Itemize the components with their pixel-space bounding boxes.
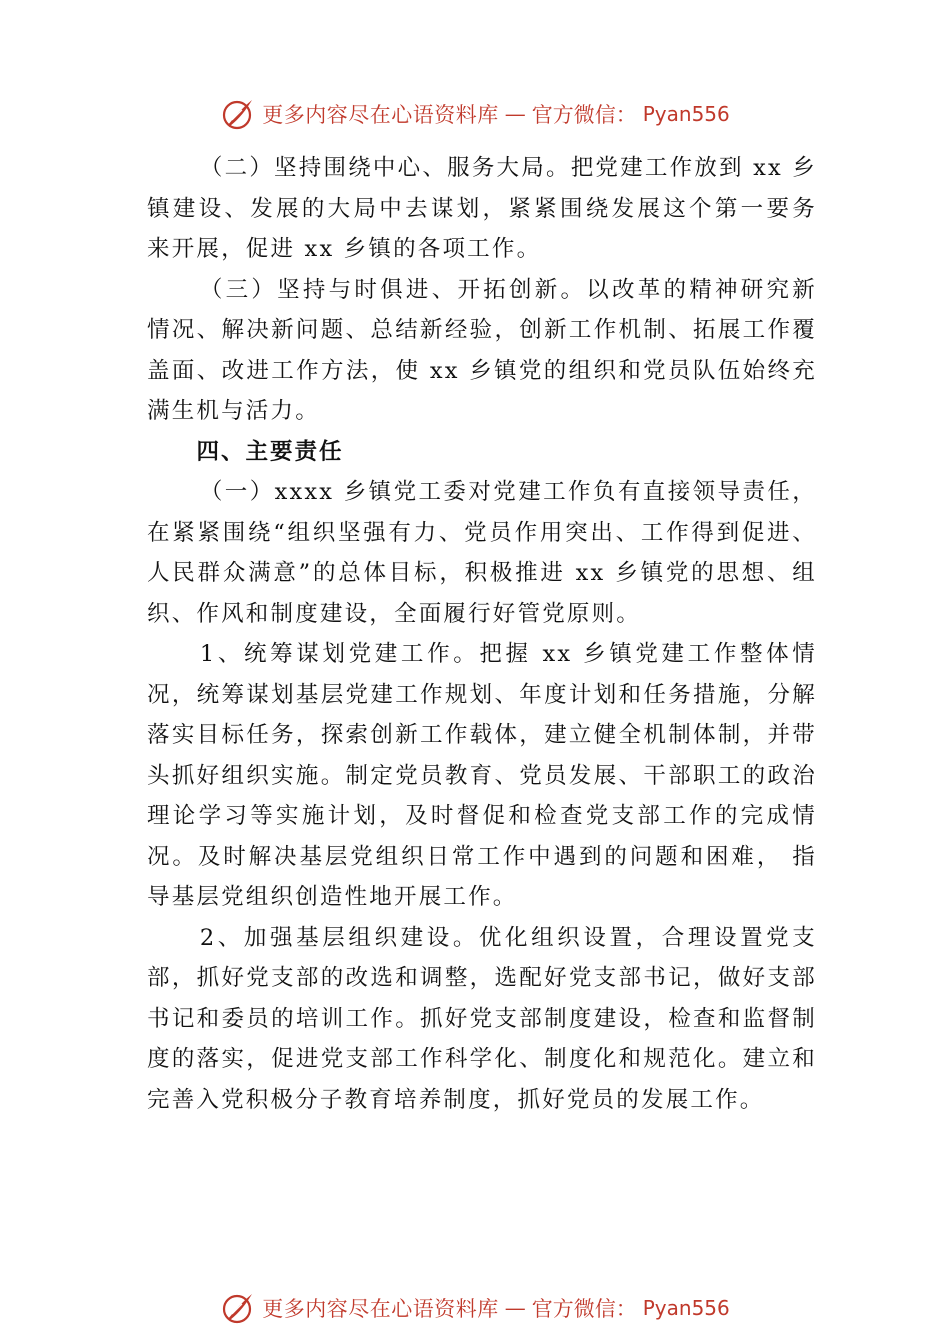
watermark-main-text: 更多内容尽在心语资料库 [262,1297,499,1321]
quill-pen-logo-icon [220,96,256,132]
watermark-dash: — [504,102,526,126]
watermark-dash: — [504,1296,526,1320]
document-body [147,148,817,1120]
quill-pen-logo-icon [220,1290,256,1326]
watermark-wechat-id: Pyan556 [642,102,730,126]
watermark-sub-text: 官方微信： [531,103,637,127]
section-heading: 四、主要责任 [196,438,344,465]
paragraph: （二）坚持围绕中心、服务大局。把党建工作放到 xx 乡镇建设、发展的大局中去谋划，紧紧围绕发展这个第一要务 来开展，促进 xx 乡镇的各项工作。 [147,155,817,262]
watermark-wechat-id: Pyan556 [642,1296,730,1320]
paragraph: 2、加强基层组织建设。优化组织设置，合理设置党支部，抓好党支部的改选和调整，选配好党支部书记，做好支部书记和委员的培训工作。抓好党支部制度建设，检查和监督制度的落实，促进党支部工作科学化、制度化和规范化。建立和完善入党积极分子教育培养制度，抓好党员的发展工作。 [147,924,817,1113]
watermark-main-text: 更多内容尽在心语资料库 [262,103,499,127]
paragraph: （三）坚持与时俱进、开拓创新。以改革的精神研究新情况、解决新问题、总结新经验，创新工作机制、拓展工作覆盖面、改进工作方法，使 xx 乡镇党的组织和党员队伍始终充满生机与活力。 [147,276,817,424]
watermark-sub-text: 官方微信： [531,1297,637,1321]
footer-watermark [0,1286,950,1330]
header-watermark [0,92,950,136]
paragraph: 1、统筹谋划党建工作。把握 xx 乡镇党建工作整体情况，统筹谋划基层党建工作规划、年度计划和任务措施，分解落实目标任务，探索创新工作载体，建立健全机制体制，并带头抓好组织实施。制定党员教育、党员发展、干部职工的政治理论学习等实施计划，及时督促和检查党支部工作的完成情况。及时解决基层党组织日常工作中遇到的问题和困难， 指导基层党组织创造性地开展工作。 [147,641,817,910]
paragraph: （一）xxxx 乡镇党工委对党建工作负有直接领导责任，在紧紧围绕“组织坚强有力、党员作用突出、工作得到促进、人民群众满意”的总体目标，积极推进 xx 乡镇党的思想、组织、作风和制度建设，全面履行好管党原则。 [147,479,817,627]
